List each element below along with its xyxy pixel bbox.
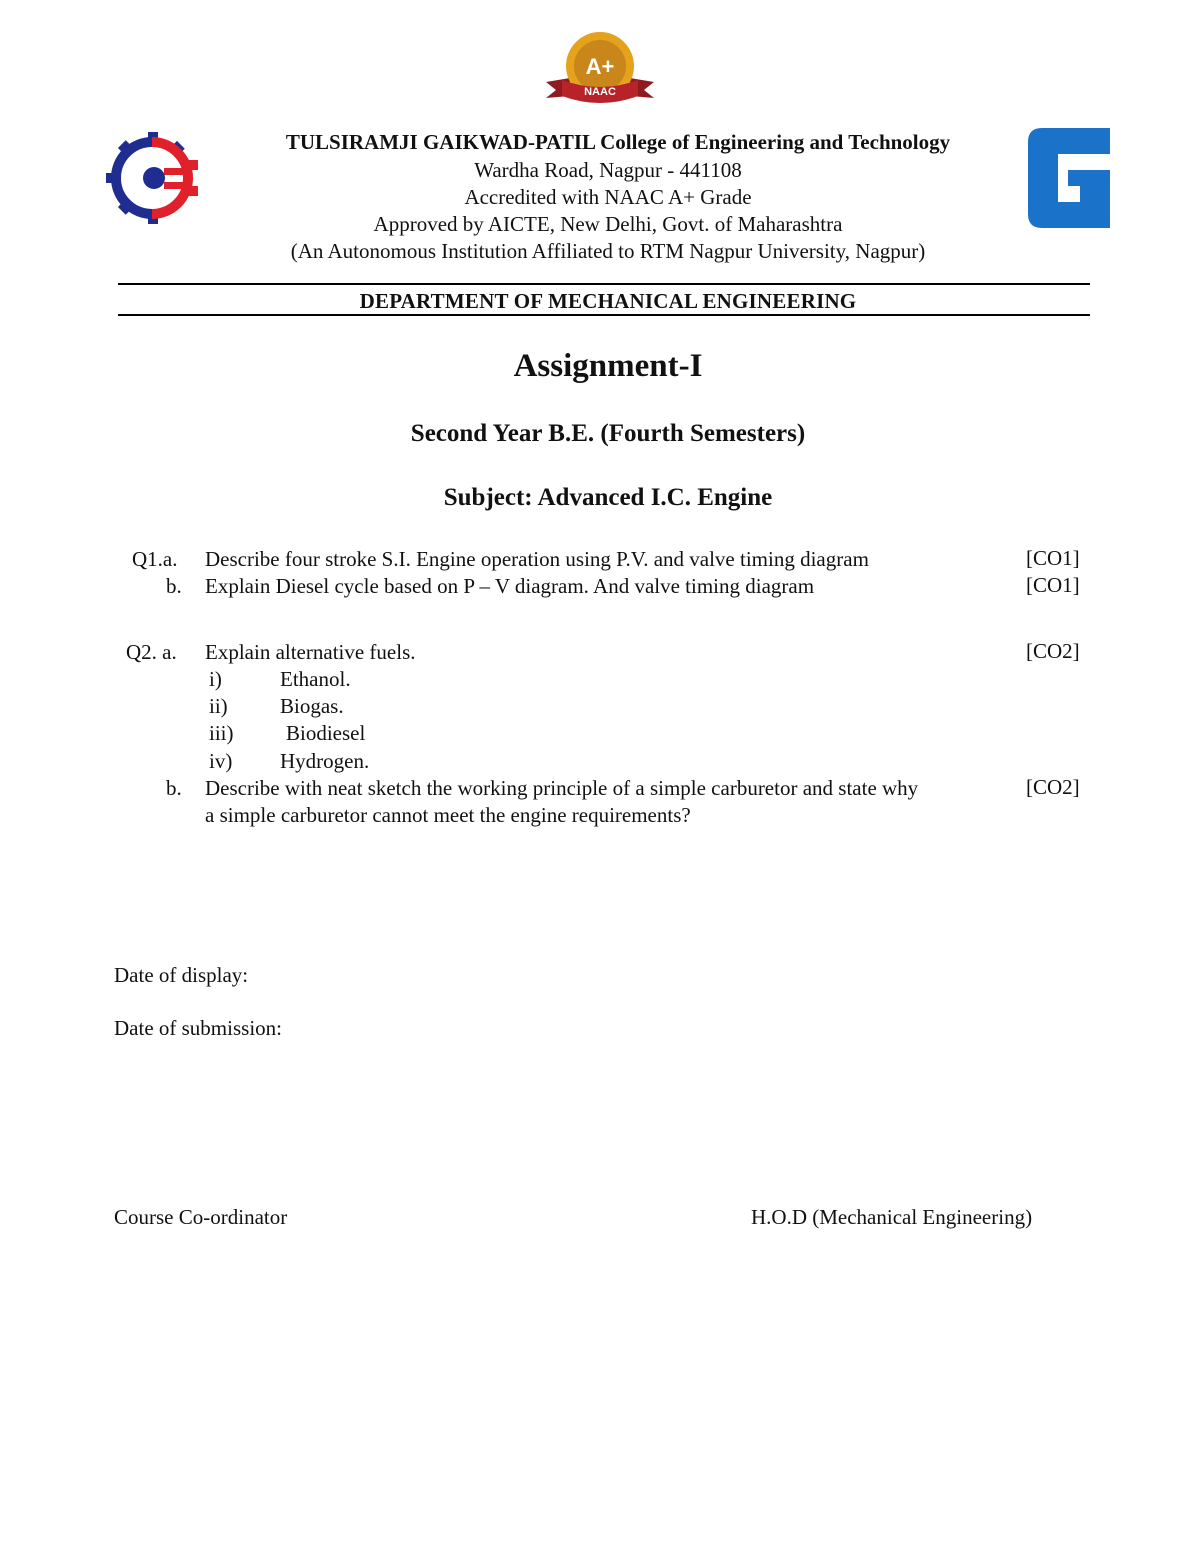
college-name: TULSIRAMJI GAIKWAD-PATIL College of Engineering and Technology [285,130,951,154]
affiliation: (An Autonomous Institution Affiliated to RTM Nagpur University, Nagpur) [290,239,926,263]
assignment-title: Assignment-I [513,348,703,384]
list-item: Hydrogen. [280,749,370,773]
q1a-co: [CO1] [1026,546,1080,570]
svg-text:A+: A+ [585,54,615,79]
accreditation: Accredited with NAAC A+ Grade [464,185,752,209]
year-heading: Second Year B.E. (Fourth Semesters) [410,420,806,447]
header-rule-bottom [118,314,1090,316]
q2b-co: [CO2] [1026,775,1080,799]
q1b-co: [CO1] [1026,573,1080,597]
list-item: Ethanol. [280,667,351,691]
list-item-number: iv) [209,749,233,773]
q2a-text: Explain alternative fuels. [205,640,416,664]
q1a-label: Q1.a. [132,547,178,571]
naac-badge-logo [540,28,660,108]
q2b-text-line1: Describe with neat sketch the working principle of a simple carburetor and state why [205,776,919,800]
q1b-text: Explain Diesel cycle based on P – V diagram. And valve timing diagram [205,574,815,598]
list-item-number: ii) [209,694,228,718]
q1b-label: b. [166,574,182,598]
list-item-number: i) [209,667,222,691]
list-item: Biogas. [280,694,344,718]
q2b-text-line2: a simple carburetor cannot meet the engine requirements? [205,803,691,827]
department-name: DEPARTMENT OF MECHANICAL ENGINEERING [359,289,857,313]
q2a-co: [CO2] [1026,639,1080,663]
course-coordinator-signature: Course Co-ordinator [114,1205,288,1229]
list-item: Biodiesel [286,721,366,745]
approval: Approved by AICTE, New Delhi, Govt. of Maharashtra [373,212,843,236]
header-rule-top [118,283,1090,285]
college-address: Wardha Road, Nagpur - 441108 [474,158,742,182]
svg-text:NAAC: NAAC [584,86,616,98]
q2b-label: b. [166,776,182,800]
subject-heading: Subject: Advanced I.C. Engine [443,484,773,511]
q1a-text: Describe four stroke S.I. Engine operation using P.V. and valve timing diagram [205,547,869,571]
q2a-label: Q2. a. [126,640,177,664]
date-of-display: Date of display: [114,963,249,987]
list-item-number: iii) [209,721,234,745]
date-of-submission: Date of submission: [114,1016,282,1040]
hod-signature: H.O.D (Mechanical Engineering) [751,1205,1033,1229]
